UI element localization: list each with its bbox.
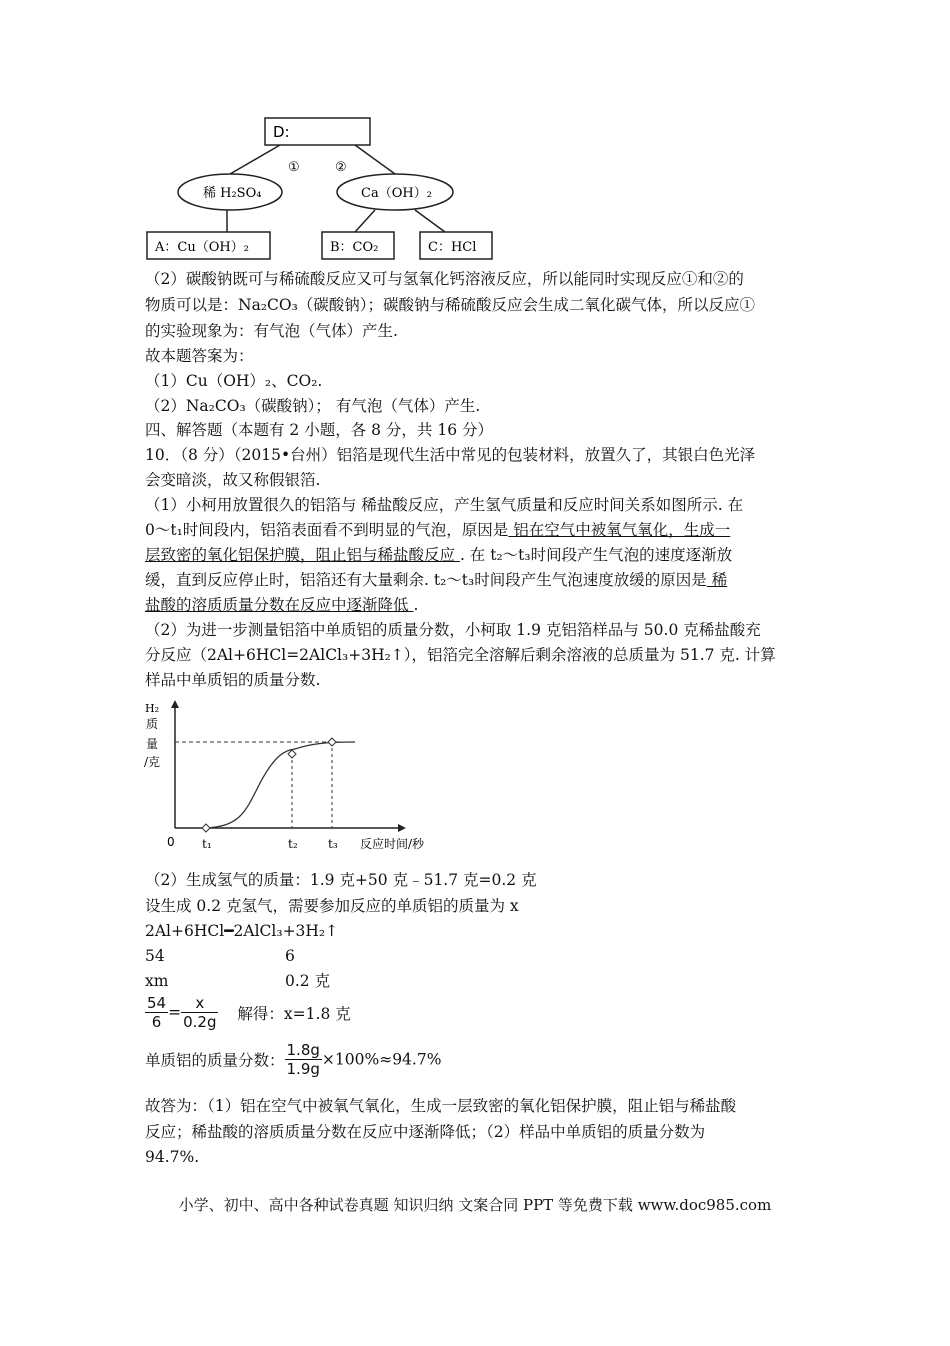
h2-curve bbox=[206, 742, 355, 828]
ratio-row: 0.2 克 bbox=[285, 972, 331, 990]
question-text: （2）为进一步测量铝箔中单质铝的质量分数，小柯取 1.9 克铝箔样品与 50.0 克稀盐酸充 bbox=[145, 621, 761, 639]
box-d-label: D: bbox=[273, 123, 290, 141]
ratio-row: xm bbox=[145, 972, 169, 990]
text-line: 故本题答案为： bbox=[145, 347, 254, 365]
fraction: $\frac{1.8g}{1.9g}$ bbox=[286, 1041, 320, 1078]
x-axis-label: 反应时间/秒 bbox=[360, 837, 425, 851]
text-span: 0～t₁时间段内，铝箔表面看不到明显的气泡，原因是 bbox=[145, 521, 509, 539]
answer-underline: 铝在空气中被氧气氧化，生成一 bbox=[508, 521, 731, 539]
page-footer: 小学、初中、高中各种试卷真题 知识归纳 文案合同 PPT 等免费下载 www.doc985.com bbox=[178, 1196, 772, 1214]
question-text bbox=[145, 544, 732, 566]
text-span: 缓，直到反应停止时，铝箔还有大量剩余. t₂～t₃时间段产生气泡速度放缓的原因是 bbox=[145, 571, 707, 589]
origin-label: 0 bbox=[167, 835, 175, 849]
solve-text: 解得：x=1.8 克 bbox=[237, 1004, 351, 1023]
answer-underline: 盐酸的溶质质量分数在反应中逐渐降低 bbox=[145, 596, 414, 614]
final-answer: 94.7%. bbox=[145, 1148, 200, 1166]
box-a-label: A：Cu（OH）₂ bbox=[155, 240, 249, 255]
text-line: （2）Na₂CO₃（碳酸钠）； 有气泡（气体）产生. bbox=[145, 397, 481, 415]
ratio-row: 6 bbox=[285, 947, 295, 965]
fraction: $\frac{54}{6}$ bbox=[147, 994, 167, 1031]
equation: 2Al+6HCl━2AlCl₃+3H₂↑ bbox=[145, 922, 339, 940]
solution-text: 设生成 0.2 克氢气，需要参加反应的单质铝的质量为 x bbox=[145, 897, 519, 915]
y-label: 质 bbox=[146, 717, 159, 731]
question-text: （1）小柯用放置很久的铝箔与 稀盐酸反应，产生氢气质量和反应时间关系如图所示. 在 bbox=[145, 496, 744, 514]
circle-2: ② bbox=[335, 160, 347, 175]
y-label: H₂ bbox=[145, 702, 160, 715]
text-span: . bbox=[413, 596, 419, 614]
question-text bbox=[145, 594, 418, 616]
point-t3 bbox=[328, 738, 336, 746]
reaction-diagram bbox=[145, 112, 505, 264]
proportion-equation: $\frac{54}{6}$ = $\frac{x}{0.2g}$ 解得：x=1.8 克 bbox=[147, 994, 351, 1031]
question-text: 会变暗淡，故又称假银箔. bbox=[145, 471, 321, 489]
point-t1 bbox=[202, 824, 210, 832]
question-text bbox=[145, 569, 727, 591]
y-label: /克 bbox=[144, 755, 161, 769]
section-heading: 四、解答题（本题有 2 小题，各 8 分，共 16 分） bbox=[145, 421, 494, 439]
answer-underline: 层致密的氧化铝保护膜，阻止铝与稀盐酸反应 bbox=[145, 546, 460, 564]
ratio-row: 54 bbox=[145, 947, 165, 965]
ellipse-caoh2-label: Ca（OH）₂ bbox=[361, 186, 432, 201]
t1-label: t₁ bbox=[202, 837, 212, 851]
question-text: 10．（8 分）（2015•台州）铝箔是现代生活中常见的包装材料，放置久了，其银白色光泽 bbox=[145, 446, 756, 464]
point-t2 bbox=[288, 750, 296, 758]
text-line: 物质可以是：Na₂CO₃（碳酸钠）；碳酸钠与稀硫酸反应会生成二氧化碳气体，所以反应① bbox=[145, 296, 756, 314]
circle-1: ① bbox=[288, 160, 300, 175]
box-c-label: C：HCl bbox=[428, 240, 477, 255]
answer-underline: 稀 bbox=[706, 571, 728, 589]
text-line: 的实验现象为：有气泡（气体）产生. bbox=[145, 322, 398, 340]
text-span: . 在 t₂～t₃时间段产生气泡的速度逐渐放 bbox=[459, 546, 733, 564]
t3-label: t₃ bbox=[328, 837, 338, 851]
t2-label: t₂ bbox=[288, 837, 298, 851]
text-line: （2）碳酸钠既可与稀硫酸反应又可与氢氧化钙溶液反应，所以能同时实现反应①和②的 bbox=[145, 270, 744, 288]
percent-equation: 单质铝的质量分数： $\frac{1.8g}{1.9g}$ ×100%≈94.7% bbox=[145, 1041, 442, 1078]
solution-text: （2）生成氢气的质量：1.9 克+50 克﹣51.7 克=0.2 克 bbox=[145, 871, 537, 889]
final-answer: 故答为：（1）铝在空气中被氧气氧化，生成一层致密的氧化铝保护膜，阻止铝与稀盐酸 bbox=[145, 1097, 737, 1115]
final-answer: 反应；稀盐酸的溶质质量分数在反应中逐渐降低；（2）样品中单质铝的质量分数为 bbox=[145, 1123, 706, 1141]
y-label: 量 bbox=[146, 737, 159, 751]
question-text: 分反应（2Al+6HCl=2AlCl₃+3H₂↑），铝箔完全溶解后剩余溶液的总质量为 51.7 克. 计算 bbox=[145, 646, 776, 664]
ellipse-h2so4-label: 稀 H₂SO₄ bbox=[203, 186, 262, 201]
question-text bbox=[145, 519, 730, 541]
h2-mass-graph bbox=[140, 698, 460, 858]
text-line: （1）Cu（OH）₂、CO₂. bbox=[145, 372, 323, 390]
box-b-label: B：CO₂ bbox=[330, 240, 379, 255]
fraction: $\frac{x}{0.2g}$ bbox=[183, 994, 217, 1031]
question-text: 样品中单质铝的质量分数. bbox=[145, 671, 321, 689]
